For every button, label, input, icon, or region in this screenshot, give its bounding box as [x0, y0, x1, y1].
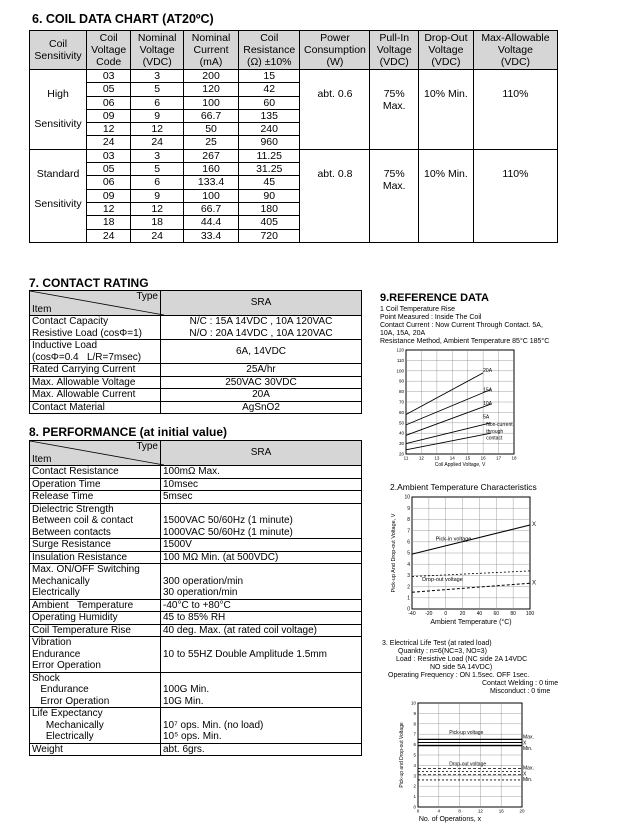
- coil-value-cell: 12: [131, 202, 184, 215]
- ambient-temperature-chart: [390, 493, 560, 629]
- coil-value-cell: 12: [87, 202, 131, 215]
- coil-value-cell: 12: [87, 123, 131, 136]
- y-tick-label: 1: [407, 595, 410, 602]
- spec-row: [30, 364, 362, 377]
- coil-value-cell: 180: [239, 202, 300, 215]
- x-tick-label: 12: [477, 808, 483, 814]
- spec-row: [30, 564, 362, 600]
- x-tick-label: 100: [525, 611, 535, 617]
- coil-value-cell: 960: [239, 136, 300, 149]
- coil-header-cell: Nominal Voltage (VDC): [131, 31, 184, 70]
- spec-row: [30, 466, 362, 479]
- coil-value-cell: 45: [239, 176, 300, 189]
- spec-value: N/C : 15A 14VDC , 10A 120VAC N/O : 20A 14VDC , 10A 120VAC: [161, 316, 362, 340]
- series-label: 20A: [483, 367, 493, 374]
- ref3-notes: [382, 640, 592, 696]
- y-tick-label: 1: [413, 794, 416, 800]
- y-tick-label: 9: [413, 710, 416, 716]
- note-line: Quankty : n=6(NC=3, NO=3): [398, 648, 487, 655]
- spec-row: [30, 503, 362, 539]
- note-line: Point Measured : Inside The Coil: [380, 314, 482, 321]
- coil-header-cell: Drop-Out Voltage (VDC): [418, 31, 473, 70]
- coil-value-cell: 44.4: [184, 216, 239, 229]
- coil-value-cell: 09: [87, 189, 131, 202]
- x-tick-label: 0: [416, 808, 420, 814]
- spec-row: [30, 478, 362, 491]
- coil-header-cell: Pull-In Voltage (VDC): [370, 31, 418, 70]
- y-tick-label: 90: [398, 378, 404, 384]
- model-header: SRA: [161, 441, 362, 466]
- note-line: 10A, 15A, 20A: [380, 330, 426, 337]
- coil-value-cell: 60: [239, 96, 300, 109]
- y-tick-label: 0: [407, 606, 410, 613]
- y-tick-label: 10: [410, 700, 416, 706]
- coil-value-cell: 33.4: [184, 229, 239, 242]
- coil-value-cell: 06: [87, 176, 131, 189]
- spec-label: Operating Humidity: [30, 612, 161, 625]
- spec-value: -40°C to +80°C: [161, 599, 362, 612]
- series-label: 10A: [483, 401, 493, 408]
- spec-value: 20A: [161, 389, 362, 402]
- x-tick-label: 14: [449, 455, 455, 461]
- series-label: 5A: [483, 414, 490, 421]
- y-tick-label: 4: [407, 561, 410, 568]
- x-marker: X: [523, 771, 527, 778]
- spec-label: Max. ON/OFF Switching Mechanically Electrically: [30, 564, 161, 600]
- ref1-notes: [380, 306, 630, 346]
- coil-value-cell: 5: [131, 83, 184, 96]
- coil-value-cell: 12: [131, 123, 184, 136]
- coil-value-cell: 25: [184, 136, 239, 149]
- spec-value: 10 to 55HZ Double Amplitude 1.5mm: [161, 637, 362, 673]
- spec-row: [30, 340, 362, 364]
- model-header: SRA: [161, 291, 362, 316]
- spec-label: Ambient Temperature: [30, 599, 161, 612]
- y-tick-label: 100: [396, 368, 404, 374]
- spec-value: 100G Min. 10G Min.: [161, 672, 362, 708]
- spec-row: [30, 612, 362, 625]
- note-line: Contact Current : Now Current Through Contact. 5A,: [380, 322, 543, 329]
- dropout-line: [412, 583, 530, 592]
- electrical-life-chart: [378, 699, 548, 827]
- reference-title: 9.REFERENCE DATA: [380, 292, 489, 304]
- coil-value-cell: 15: [239, 70, 300, 83]
- dropout-max-line: [412, 571, 530, 577]
- coil-value-cell: 5: [131, 163, 184, 176]
- x-tick-label: 60: [493, 611, 500, 617]
- type-item-cell: Type Item: [30, 291, 161, 316]
- coil-chart-title: 6. COIL DATA CHART (AT20ºC): [32, 12, 214, 26]
- x-tick-label: 8: [458, 808, 461, 814]
- spec-row: [30, 389, 362, 402]
- spec-label: Insulation Resistance: [30, 551, 161, 564]
- spec-label: Inductive Load (cosΦ=0.4 L/R=7msec): [30, 340, 161, 364]
- coil-header-cell: Coil Voltage Code: [87, 31, 131, 70]
- x-marker: X: [532, 580, 537, 587]
- spec-label: Operation Time: [30, 478, 161, 491]
- y-tick-label: 20: [398, 451, 404, 457]
- spec-value: 100mΩ Max.: [161, 466, 362, 479]
- coil-value-cell: 03: [87, 70, 131, 83]
- spec-value: 5msec: [161, 491, 362, 504]
- y-tick-label: 5: [407, 550, 410, 557]
- coil-value-cell: 66.7: [184, 202, 239, 215]
- coil-value-cell: 24: [131, 136, 184, 149]
- spec-label: Max. Allowable Current: [30, 389, 161, 402]
- pickup-label: Pick-in voltage: [435, 536, 472, 543]
- coil-value-cell: 90: [239, 189, 300, 202]
- y-tick-label: 10: [404, 494, 410, 501]
- coil-value-cell: 6: [131, 176, 184, 189]
- spec-label: Vibration Endurance Error Operation: [30, 637, 161, 673]
- coil-value-cell: 9: [131, 109, 184, 122]
- coil-value-cell: 240: [239, 123, 300, 136]
- spec-value: 100 MΩ Min. (at 500VDC): [161, 551, 362, 564]
- x-tick-label: 16: [480, 455, 486, 461]
- x-tick-label: 20: [519, 808, 525, 814]
- y-tick-label: 3: [413, 773, 416, 779]
- y-tick-label: 2: [407, 584, 410, 591]
- spec-row: [30, 624, 362, 637]
- spec-row: [30, 539, 362, 552]
- spec-label: Weight: [30, 743, 161, 756]
- series-line: [406, 433, 491, 450]
- y-tick-label: 8: [413, 721, 416, 727]
- coil-value-cell: 18: [131, 216, 184, 229]
- x-tick-label: 80: [510, 611, 516, 617]
- coil-value-cell: 160: [184, 163, 239, 176]
- coil-header-cell: Coil Resistance (Ω) ±10%: [239, 31, 300, 70]
- note-line: Contact Welding : 0 time: [482, 680, 559, 687]
- y-tick-label: 0: [413, 804, 416, 810]
- coil-value-cell: 24: [87, 136, 131, 149]
- series-label: Non-current: [486, 421, 513, 428]
- spec-row: [30, 637, 362, 673]
- spec-row: [30, 708, 362, 744]
- coil-header-cell: Power Consumption (W): [300, 31, 370, 70]
- spec-label: Coil Temperature Rise: [30, 624, 161, 637]
- type-item-cell: Type Item: [30, 441, 161, 466]
- y-tick-label: 110: [396, 357, 404, 363]
- coil-data-table: [29, 30, 558, 243]
- coil-value-cell: 120: [184, 83, 239, 96]
- coil-value-cell: 50: [184, 123, 239, 136]
- coil-value-cell: 24: [87, 229, 131, 242]
- spec-value: 40 deg. Max. (at rated coil voltage): [161, 624, 362, 637]
- dropout-label: Drop-out voltage: [449, 761, 487, 768]
- coil-value-cell: 31.25: [239, 163, 300, 176]
- x-marker: X: [532, 522, 537, 529]
- spec-value: 1500VAC 50/60Hz (1 minute) 1000VAC 50/60Hz (1 minute): [161, 503, 362, 539]
- coil-value-cell: 06: [87, 96, 131, 109]
- spec-row: [30, 401, 362, 414]
- spec-value: 300 operation/min 30 operation/min: [161, 564, 362, 600]
- coil-value-cell: 18: [87, 216, 131, 229]
- series-line: [406, 373, 483, 415]
- coil-value-cell: 200: [184, 70, 239, 83]
- note-line: Resistance Method, Ambient Temperature 85°C 185°C: [380, 338, 550, 345]
- x-tick-label: 18: [511, 455, 517, 461]
- y-axis-label: Pick-up And Drop-out Voltage, V: [391, 513, 397, 593]
- min-label: Min.: [523, 777, 533, 783]
- coil-spec-cell: abt. 0.6: [300, 70, 370, 150]
- spec-value: abt. 6grs.: [161, 743, 362, 756]
- spec-label: Release Time: [30, 491, 161, 504]
- x-tick-label: 13: [434, 455, 440, 461]
- coil-value-cell: 267: [184, 149, 239, 162]
- y-tick-label: 2: [413, 783, 416, 789]
- spec-row: [30, 376, 362, 389]
- spec-label: Life Expectancy Mechanically Electrically: [30, 708, 161, 744]
- coil-value-cell: 24: [131, 229, 184, 242]
- coil-value-cell: 3: [131, 149, 184, 162]
- coil-value-cell: 720: [239, 229, 300, 242]
- series-label: through: [486, 429, 504, 436]
- y-tick-label: 4: [413, 762, 416, 768]
- coil-value-cell: 6: [131, 96, 184, 109]
- coil-value-cell: 03: [87, 149, 131, 162]
- x-tick-label: -20: [425, 611, 433, 617]
- x-tick-label: -40: [408, 611, 416, 617]
- series-label: 15A: [483, 387, 493, 394]
- y-tick-label: 3: [407, 573, 410, 580]
- temperature-rise-chart: [380, 344, 540, 474]
- coil-value-cell: 05: [87, 163, 131, 176]
- coil-value-cell: 09: [87, 109, 131, 122]
- spec-row: [30, 672, 362, 708]
- spec-row: [30, 491, 362, 504]
- x-tick-label: 0: [444, 611, 448, 617]
- coil-value-cell: 66.7: [184, 109, 239, 122]
- y-tick-label: 120: [396, 347, 404, 353]
- spec-label: Contact Resistance: [30, 466, 161, 479]
- pickup-label: Pick-up voltage: [449, 730, 484, 737]
- performance-table: [29, 440, 362, 756]
- y-tick-label: 6: [407, 539, 410, 546]
- coil-value-cell: 135: [239, 109, 300, 122]
- coil-spec-cell: 110%: [473, 149, 557, 242]
- min-label: Min.: [523, 745, 533, 752]
- spec-row: [30, 316, 362, 340]
- y-tick-label: 30: [398, 441, 404, 447]
- x-tick-label: 20: [459, 611, 466, 617]
- x-tick-label: 17: [496, 455, 502, 461]
- x-axis-label: Coil Applied Voltage, V: [434, 462, 486, 468]
- spec-value: 45 to 85% RH: [161, 612, 362, 625]
- x-axis-label: No. of Operations, x: [418, 816, 482, 823]
- coil-value-cell: 42: [239, 83, 300, 96]
- y-tick-label: 7: [413, 731, 416, 737]
- y-tick-label: 60: [398, 409, 404, 415]
- dropout-label: Drop-out voltage: [422, 577, 463, 583]
- y-tick-label: 8: [407, 517, 410, 524]
- y-tick-label: 7: [407, 528, 410, 535]
- series-label: contact: [486, 435, 503, 442]
- contact-rating-table: [29, 290, 362, 414]
- note-line: NO side 5A 14VDC): [430, 664, 493, 671]
- spec-value: 6A, 14VDC: [161, 340, 362, 364]
- max-label: Max.: [523, 765, 534, 772]
- x-tick-label: 11: [403, 455, 409, 461]
- x-marker: X: [523, 740, 527, 747]
- coil-spec-cell: 10% Min.: [418, 70, 473, 150]
- spec-label: Shock Endurance Error Operation: [30, 672, 161, 708]
- coil-value-cell: 9: [131, 189, 184, 202]
- coil-value-cell: 100: [184, 189, 239, 202]
- coil-header-cell: Max-Allowable Voltage (VDC): [473, 31, 557, 70]
- spec-value: 10⁷ ops. Min. (no load) 10⁵ ops. Min.: [161, 708, 362, 744]
- coil-value-cell: 11.25: [239, 149, 300, 162]
- y-tick-label: 50: [398, 420, 404, 426]
- coil-sensitivity-cell: High Sensitivity: [30, 70, 87, 150]
- spec-label: Max. Allowable Voltage: [30, 376, 161, 389]
- y-tick-label: 40: [398, 430, 404, 436]
- x-tick-label: 16: [498, 808, 504, 814]
- coil-spec-cell: 75% Max.: [370, 70, 418, 150]
- coil-header-cell: Coil Sensitivity: [30, 31, 87, 70]
- spec-value: 1500V: [161, 539, 362, 552]
- coil-value-cell: 3: [131, 70, 184, 83]
- coil-spec-cell: 10% Min.: [418, 149, 473, 242]
- note-line: 1 Coil Temperature Rise: [380, 306, 455, 313]
- coil-value-cell: 133.4: [184, 176, 239, 189]
- x-tick-label: 15: [465, 455, 471, 461]
- coil-value-cell: 100: [184, 96, 239, 109]
- spec-row: [30, 743, 362, 756]
- spec-label: Contact Capacity Resistive Load (cosΦ=1): [30, 316, 161, 340]
- x-tick-label: 12: [418, 455, 424, 461]
- performance-title: 8. PERFORMANCE (at initial value): [29, 425, 228, 439]
- x-tick-label: 4: [437, 808, 441, 814]
- spec-value: 25A/hr: [161, 364, 362, 377]
- contact-rating-title: 7. CONTACT RATING: [29, 276, 149, 290]
- y-tick-label: 9: [407, 505, 410, 512]
- spec-row: [30, 599, 362, 612]
- y-tick-label: 70: [398, 399, 404, 405]
- note-line: Operating Frequency : ON 1.5sec. OFF 1sec.: [388, 672, 530, 679]
- note-line: Misconduct : 0 time: [490, 688, 551, 695]
- x-axis-label: Ambient Temperature (°C): [430, 619, 512, 626]
- ambient-chart-title: 2.Ambient Temperature Characteristics: [390, 482, 537, 492]
- coil-row: [30, 149, 558, 162]
- spec-value: 250VAC 30VDC: [161, 376, 362, 389]
- spec-label: Contact Material: [30, 401, 161, 414]
- coil-spec-cell: abt. 0.8: [300, 149, 370, 242]
- x-tick-label: 40: [476, 611, 483, 617]
- y-tick-label: 6: [413, 742, 416, 748]
- spec-value: 10msec: [161, 478, 362, 491]
- coil-value-cell: 405: [239, 216, 300, 229]
- spec-label: Dielectric Strength Between coil & contact Between contacts: [30, 503, 161, 539]
- note-line: 3. Electrical Life Test (at rated load): [382, 640, 492, 647]
- note-line: Load : Resistive Load (NC side 2A 14VDC: [396, 656, 528, 663]
- coil-value-cell: 05: [87, 83, 131, 96]
- spec-label: Rated Carrying Current: [30, 364, 161, 377]
- y-tick-label: 5: [413, 752, 416, 758]
- coil-spec-cell: 75% Max.: [370, 149, 418, 242]
- y-tick-label: 80: [398, 389, 404, 395]
- coil-sensitivity-cell: Standard Sensitivity: [30, 149, 87, 242]
- coil-header-cell: Nominal Current (mA): [184, 31, 239, 70]
- spec-label: Surge Resistance: [30, 539, 161, 552]
- y-axis-label: Pick-up and Drop-out Voltage: [399, 722, 405, 788]
- coil-spec-cell: 110%: [473, 70, 557, 150]
- spec-row: [30, 551, 362, 564]
- coil-row: [30, 70, 558, 83]
- spec-value: AgSnO2: [161, 401, 362, 414]
- max-label: Max.: [523, 734, 534, 741]
